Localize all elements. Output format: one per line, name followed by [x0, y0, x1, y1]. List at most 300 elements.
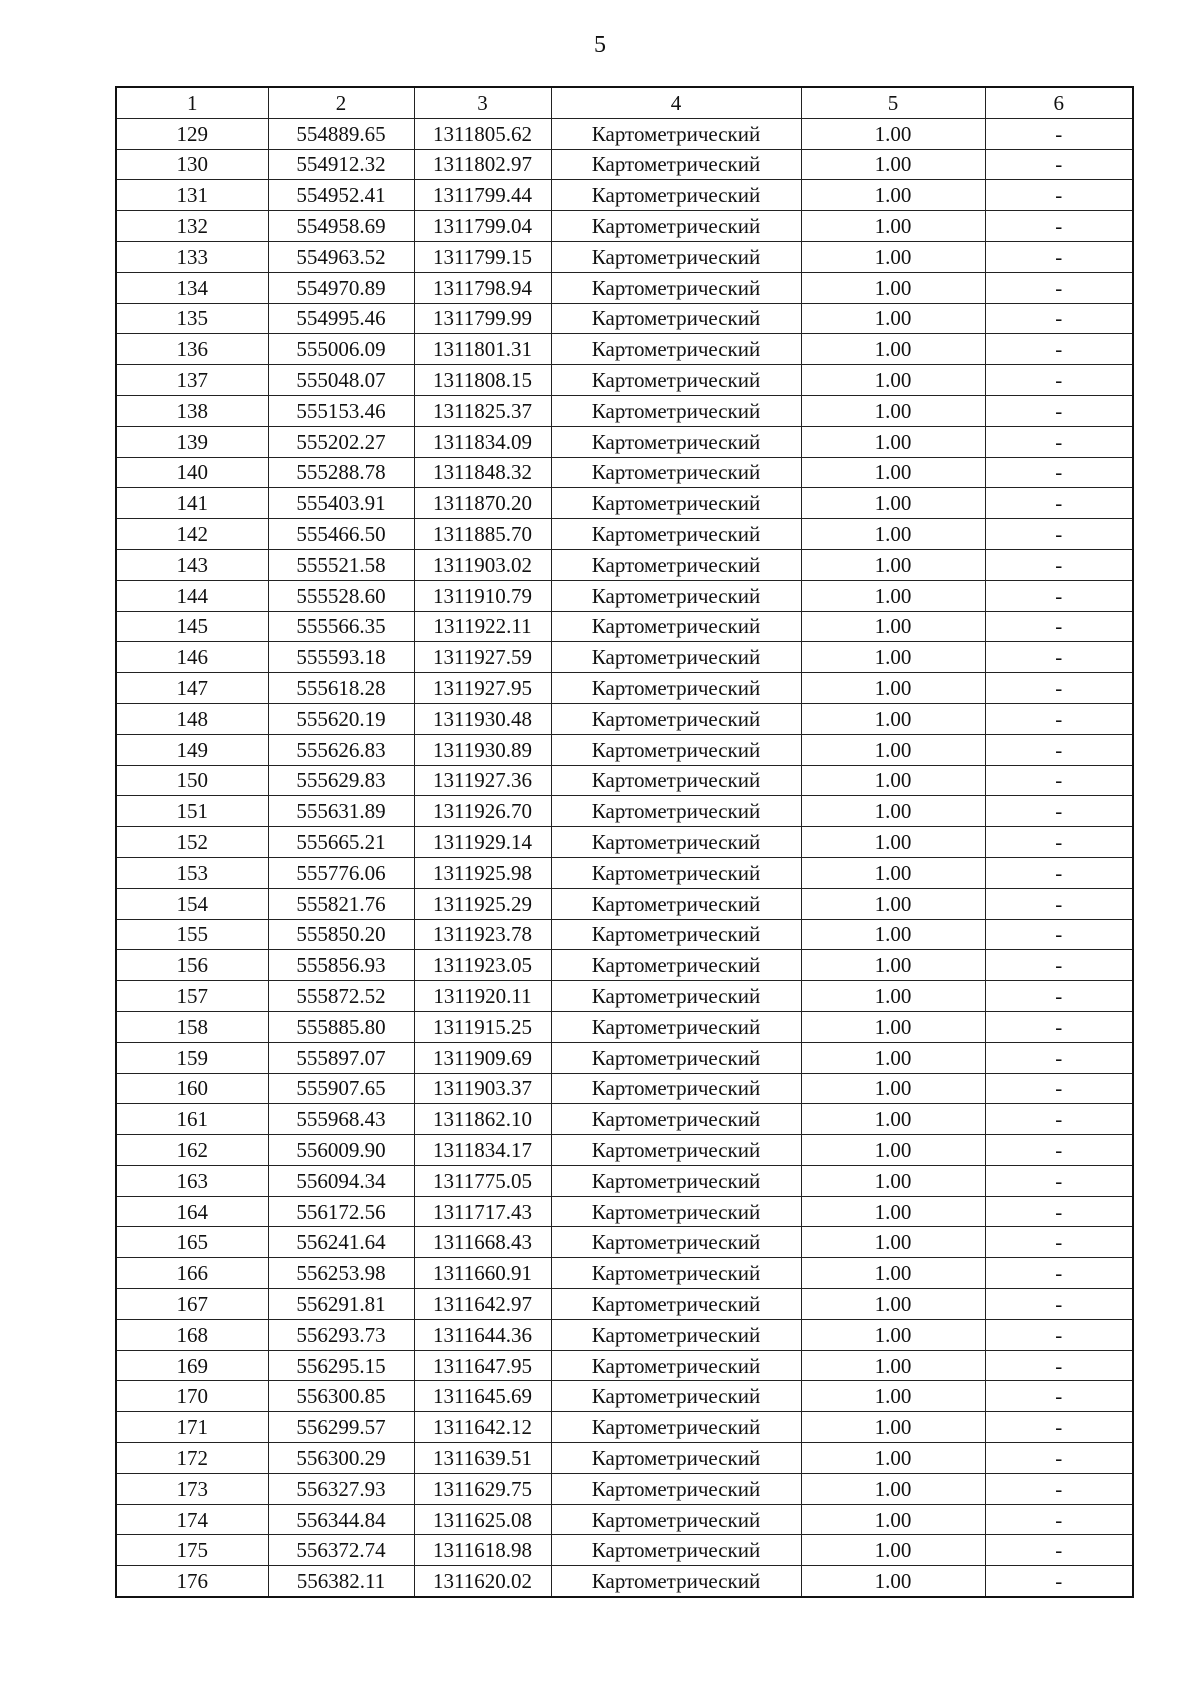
accuracy-cell: 1.00 [801, 118, 985, 149]
method-cell: Картометрический [551, 180, 801, 211]
x-coordinate-cell: 556327.93 [268, 1473, 414, 1504]
point-number-cell: 155 [116, 919, 268, 950]
note-cell: - [985, 457, 1133, 488]
x-coordinate-cell: 555665.21 [268, 827, 414, 858]
x-coordinate-cell: 556009.90 [268, 1135, 414, 1166]
y-coordinate-cell: 1311642.97 [414, 1289, 551, 1320]
x-coordinate-cell: 555153.46 [268, 395, 414, 426]
note-cell: - [985, 426, 1133, 457]
method-cell: Картометрический [551, 765, 801, 796]
accuracy-cell: 1.00 [801, 519, 985, 550]
table-row [116, 1104, 1133, 1135]
note-cell: - [985, 611, 1133, 642]
accuracy-cell: 1.00 [801, 272, 985, 303]
method-cell: Картометрический [551, 395, 801, 426]
table-row [116, 334, 1133, 365]
y-coordinate-cell: 1311903.02 [414, 549, 551, 580]
y-coordinate-cell: 1311903.37 [414, 1073, 551, 1104]
point-number-cell: 141 [116, 488, 268, 519]
y-coordinate-cell: 1311925.98 [414, 857, 551, 888]
point-number-cell: 154 [116, 888, 268, 919]
y-coordinate-cell: 1311799.44 [414, 180, 551, 211]
table-row [116, 1196, 1133, 1227]
note-cell: - [985, 1319, 1133, 1350]
method-cell: Картометрический [551, 1381, 801, 1412]
note-cell: - [985, 1566, 1133, 1597]
accuracy-cell: 1.00 [801, 1566, 985, 1597]
point-number-cell: 142 [116, 519, 268, 550]
table-row [116, 1566, 1133, 1597]
y-coordinate-cell: 1311930.89 [414, 734, 551, 765]
y-coordinate-cell: 1311825.37 [414, 395, 551, 426]
y-coordinate-cell: 1311925.29 [414, 888, 551, 919]
method-cell: Картометрический [551, 888, 801, 919]
x-coordinate-cell: 554995.46 [268, 303, 414, 334]
y-coordinate-cell: 1311625.08 [414, 1504, 551, 1535]
y-coordinate-cell: 1311668.43 [414, 1227, 551, 1258]
x-coordinate-cell: 555968.43 [268, 1104, 414, 1135]
table-row [116, 303, 1133, 334]
table-row [116, 703, 1133, 734]
y-coordinate-cell: 1311805.62 [414, 118, 551, 149]
table-row [116, 272, 1133, 303]
accuracy-cell: 1.00 [801, 1135, 985, 1166]
x-coordinate-cell: 555593.18 [268, 642, 414, 673]
point-number-cell: 153 [116, 857, 268, 888]
table-row [116, 734, 1133, 765]
x-coordinate-cell: 555907.65 [268, 1073, 414, 1104]
x-coordinate-cell: 556293.73 [268, 1319, 414, 1350]
method-cell: Картометрический [551, 1227, 801, 1258]
y-coordinate-cell: 1311647.95 [414, 1350, 551, 1381]
method-cell: Картометрический [551, 857, 801, 888]
note-cell: - [985, 1042, 1133, 1073]
method-cell: Картометрический [551, 703, 801, 734]
y-coordinate-cell: 1311923.78 [414, 919, 551, 950]
table-row [116, 1011, 1133, 1042]
method-cell: Картометрический [551, 1504, 801, 1535]
table-row [116, 211, 1133, 242]
x-coordinate-cell: 555566.35 [268, 611, 414, 642]
table-row [116, 1504, 1133, 1535]
method-cell: Картометрический [551, 149, 801, 180]
x-coordinate-cell: 555618.28 [268, 673, 414, 704]
table-row [116, 981, 1133, 1012]
accuracy-cell: 1.00 [801, 1350, 985, 1381]
note-cell: - [985, 1473, 1133, 1504]
accuracy-cell: 1.00 [801, 1104, 985, 1135]
table-row [116, 118, 1133, 149]
point-number-cell: 175 [116, 1535, 268, 1566]
note-cell: - [985, 211, 1133, 242]
x-coordinate-cell: 556344.84 [268, 1504, 414, 1535]
accuracy-cell: 1.00 [801, 981, 985, 1012]
accuracy-cell: 1.00 [801, 549, 985, 580]
accuracy-cell: 1.00 [801, 1227, 985, 1258]
y-coordinate-cell: 1311920.11 [414, 981, 551, 1012]
note-cell: - [985, 857, 1133, 888]
column-header: 3 [414, 87, 551, 118]
x-coordinate-cell: 554952.41 [268, 180, 414, 211]
table-row [116, 1319, 1133, 1350]
accuracy-cell: 1.00 [801, 1473, 985, 1504]
accuracy-cell: 1.00 [801, 395, 985, 426]
y-coordinate-cell: 1311620.02 [414, 1566, 551, 1597]
point-number-cell: 137 [116, 365, 268, 396]
method-cell: Картометрический [551, 272, 801, 303]
note-cell: - [985, 642, 1133, 673]
column-header: 2 [268, 87, 414, 118]
table-row [116, 611, 1133, 642]
point-number-cell: 138 [116, 395, 268, 426]
x-coordinate-cell: 556300.85 [268, 1381, 414, 1412]
column-header: 1 [116, 87, 268, 118]
note-cell: - [985, 950, 1133, 981]
method-cell: Картометрический [551, 1443, 801, 1474]
column-header: 4 [551, 87, 801, 118]
note-cell: - [985, 1104, 1133, 1135]
coordinates-table [115, 86, 1134, 1598]
note-cell: - [985, 580, 1133, 611]
table-row [116, 642, 1133, 673]
table-row [116, 950, 1133, 981]
table-row [116, 580, 1133, 611]
table-row [116, 1289, 1133, 1320]
point-number-cell: 151 [116, 796, 268, 827]
y-coordinate-cell: 1311802.97 [414, 149, 551, 180]
point-number-cell: 145 [116, 611, 268, 642]
point-number-cell: 161 [116, 1104, 268, 1135]
accuracy-cell: 1.00 [801, 1011, 985, 1042]
x-coordinate-cell: 554889.65 [268, 118, 414, 149]
accuracy-cell: 1.00 [801, 365, 985, 396]
x-coordinate-cell: 556291.81 [268, 1289, 414, 1320]
point-number-cell: 143 [116, 549, 268, 580]
y-coordinate-cell: 1311834.09 [414, 426, 551, 457]
y-coordinate-cell: 1311639.51 [414, 1443, 551, 1474]
point-number-cell: 176 [116, 1566, 268, 1597]
table-header-row [116, 87, 1133, 118]
note-cell: - [985, 1289, 1133, 1320]
y-coordinate-cell: 1311923.05 [414, 950, 551, 981]
x-coordinate-cell: 554958.69 [268, 211, 414, 242]
note-cell: - [985, 1412, 1133, 1443]
x-coordinate-cell: 555631.89 [268, 796, 414, 827]
note-cell: - [985, 549, 1133, 580]
method-cell: Картометрический [551, 365, 801, 396]
x-coordinate-cell: 555872.52 [268, 981, 414, 1012]
y-coordinate-cell: 1311922.11 [414, 611, 551, 642]
y-coordinate-cell: 1311870.20 [414, 488, 551, 519]
note-cell: - [985, 519, 1133, 550]
x-coordinate-cell: 554963.52 [268, 241, 414, 272]
point-number-cell: 150 [116, 765, 268, 796]
method-cell: Картометрический [551, 611, 801, 642]
x-coordinate-cell: 556372.74 [268, 1535, 414, 1566]
note-cell: - [985, 703, 1133, 734]
note-cell: - [985, 734, 1133, 765]
table-row [116, 180, 1133, 211]
x-coordinate-cell: 556382.11 [268, 1566, 414, 1597]
x-coordinate-cell: 555202.27 [268, 426, 414, 457]
method-cell: Картометрический [551, 1104, 801, 1135]
method-cell: Картометрический [551, 642, 801, 673]
x-coordinate-cell: 555048.07 [268, 365, 414, 396]
point-number-cell: 140 [116, 457, 268, 488]
x-coordinate-cell: 556241.64 [268, 1227, 414, 1258]
method-cell: Картометрический [551, 1073, 801, 1104]
accuracy-cell: 1.00 [801, 1042, 985, 1073]
method-cell: Картометрический [551, 426, 801, 457]
accuracy-cell: 1.00 [801, 580, 985, 611]
method-cell: Картометрический [551, 303, 801, 334]
y-coordinate-cell: 1311929.14 [414, 827, 551, 858]
note-cell: - [985, 149, 1133, 180]
point-number-cell: 158 [116, 1011, 268, 1042]
note-cell: - [985, 180, 1133, 211]
x-coordinate-cell: 555626.83 [268, 734, 414, 765]
x-coordinate-cell: 555776.06 [268, 857, 414, 888]
accuracy-cell: 1.00 [801, 334, 985, 365]
method-cell: Картометрический [551, 457, 801, 488]
accuracy-cell: 1.00 [801, 611, 985, 642]
method-cell: Картометрический [551, 981, 801, 1012]
method-cell: Картометрический [551, 950, 801, 981]
y-coordinate-cell: 1311799.99 [414, 303, 551, 334]
accuracy-cell: 1.00 [801, 888, 985, 919]
point-number-cell: 166 [116, 1258, 268, 1289]
x-coordinate-cell: 555521.58 [268, 549, 414, 580]
y-coordinate-cell: 1311642.12 [414, 1412, 551, 1443]
y-coordinate-cell: 1311927.59 [414, 642, 551, 673]
point-number-cell: 132 [116, 211, 268, 242]
accuracy-cell: 1.00 [801, 827, 985, 858]
y-coordinate-cell: 1311915.25 [414, 1011, 551, 1042]
method-cell: Картометрический [551, 1165, 801, 1196]
table-row [116, 488, 1133, 519]
point-number-cell: 157 [116, 981, 268, 1012]
method-cell: Картометрический [551, 580, 801, 611]
note-cell: - [985, 796, 1133, 827]
table-row [116, 1227, 1133, 1258]
table-row [116, 796, 1133, 827]
method-cell: Картометрический [551, 1042, 801, 1073]
accuracy-cell: 1.00 [801, 1073, 985, 1104]
note-cell: - [985, 241, 1133, 272]
point-number-cell: 135 [116, 303, 268, 334]
y-coordinate-cell: 1311717.43 [414, 1196, 551, 1227]
y-coordinate-cell: 1311885.70 [414, 519, 551, 550]
point-number-cell: 134 [116, 272, 268, 303]
column-header: 6 [985, 87, 1133, 118]
method-cell: Картометрический [551, 1350, 801, 1381]
method-cell: Картометрический [551, 1011, 801, 1042]
accuracy-cell: 1.00 [801, 950, 985, 981]
accuracy-cell: 1.00 [801, 1443, 985, 1474]
point-number-cell: 152 [116, 827, 268, 858]
accuracy-cell: 1.00 [801, 211, 985, 242]
page-number: 5 [594, 32, 606, 58]
point-number-cell: 149 [116, 734, 268, 765]
table-row [116, 426, 1133, 457]
table-row [116, 1258, 1133, 1289]
note-cell: - [985, 1258, 1133, 1289]
table-row [116, 1412, 1133, 1443]
note-cell: - [985, 1443, 1133, 1474]
accuracy-cell: 1.00 [801, 1258, 985, 1289]
y-coordinate-cell: 1311660.91 [414, 1258, 551, 1289]
point-number-cell: 165 [116, 1227, 268, 1258]
method-cell: Картометрический [551, 1412, 801, 1443]
y-coordinate-cell: 1311799.15 [414, 241, 551, 272]
note-cell: - [985, 888, 1133, 919]
table-row [116, 765, 1133, 796]
table-row [116, 1165, 1133, 1196]
accuracy-cell: 1.00 [801, 673, 985, 704]
accuracy-cell: 1.00 [801, 1196, 985, 1227]
note-cell: - [985, 1350, 1133, 1381]
table-row [116, 1073, 1133, 1104]
y-coordinate-cell: 1311629.75 [414, 1473, 551, 1504]
accuracy-cell: 1.00 [801, 303, 985, 334]
x-coordinate-cell: 555403.91 [268, 488, 414, 519]
note-cell: - [985, 488, 1133, 519]
table-row [116, 1535, 1133, 1566]
accuracy-cell: 1.00 [801, 1319, 985, 1350]
x-coordinate-cell: 556300.29 [268, 1443, 414, 1474]
point-number-cell: 131 [116, 180, 268, 211]
note-cell: - [985, 1381, 1133, 1412]
x-coordinate-cell: 555821.76 [268, 888, 414, 919]
point-number-cell: 162 [116, 1135, 268, 1166]
point-number-cell: 146 [116, 642, 268, 673]
method-cell: Картометрический [551, 488, 801, 519]
table-row [116, 1381, 1133, 1412]
table-row [116, 549, 1133, 580]
y-coordinate-cell: 1311801.31 [414, 334, 551, 365]
point-number-cell: 168 [116, 1319, 268, 1350]
point-number-cell: 174 [116, 1504, 268, 1535]
x-coordinate-cell: 555897.07 [268, 1042, 414, 1073]
point-number-cell: 172 [116, 1443, 268, 1474]
point-number-cell: 147 [116, 673, 268, 704]
method-cell: Картометрический [551, 1135, 801, 1166]
method-cell: Картометрический [551, 796, 801, 827]
accuracy-cell: 1.00 [801, 1412, 985, 1443]
x-coordinate-cell: 554912.32 [268, 149, 414, 180]
note-cell: - [985, 827, 1133, 858]
table-row [116, 1350, 1133, 1381]
method-cell: Картометрический [551, 1289, 801, 1320]
y-coordinate-cell: 1311645.69 [414, 1381, 551, 1412]
x-coordinate-cell: 556253.98 [268, 1258, 414, 1289]
table-row [116, 1042, 1133, 1073]
point-number-cell: 160 [116, 1073, 268, 1104]
method-cell: Картометрический [551, 1473, 801, 1504]
accuracy-cell: 1.00 [801, 857, 985, 888]
y-coordinate-cell: 1311798.94 [414, 272, 551, 303]
y-coordinate-cell: 1311910.79 [414, 580, 551, 611]
point-number-cell: 171 [116, 1412, 268, 1443]
y-coordinate-cell: 1311930.48 [414, 703, 551, 734]
note-cell: - [985, 1196, 1133, 1227]
x-coordinate-cell: 556295.15 [268, 1350, 414, 1381]
point-number-cell: 133 [116, 241, 268, 272]
note-cell: - [985, 272, 1133, 303]
note-cell: - [985, 981, 1133, 1012]
note-cell: - [985, 303, 1133, 334]
x-coordinate-cell: 555006.09 [268, 334, 414, 365]
table-row [116, 1443, 1133, 1474]
method-cell: Картометрический [551, 241, 801, 272]
note-cell: - [985, 673, 1133, 704]
y-coordinate-cell: 1311927.95 [414, 673, 551, 704]
point-number-cell: 164 [116, 1196, 268, 1227]
y-coordinate-cell: 1311909.69 [414, 1042, 551, 1073]
accuracy-cell: 1.00 [801, 1165, 985, 1196]
note-cell: - [985, 365, 1133, 396]
y-coordinate-cell: 1311808.15 [414, 365, 551, 396]
accuracy-cell: 1.00 [801, 149, 985, 180]
accuracy-cell: 1.00 [801, 426, 985, 457]
point-number-cell: 156 [116, 950, 268, 981]
table-row [116, 919, 1133, 950]
point-number-cell: 130 [116, 149, 268, 180]
method-cell: Картометрический [551, 211, 801, 242]
y-coordinate-cell: 1311834.17 [414, 1135, 551, 1166]
table-row [116, 1135, 1133, 1166]
x-coordinate-cell: 555850.20 [268, 919, 414, 950]
point-number-cell: 170 [116, 1381, 268, 1412]
table-row [116, 1473, 1133, 1504]
method-cell: Картометрический [551, 734, 801, 765]
point-number-cell: 169 [116, 1350, 268, 1381]
point-number-cell: 144 [116, 580, 268, 611]
y-coordinate-cell: 1311799.04 [414, 211, 551, 242]
table-row [116, 519, 1133, 550]
method-cell: Картометрический [551, 827, 801, 858]
method-cell: Картометрический [551, 1196, 801, 1227]
note-cell: - [985, 1504, 1133, 1535]
note-cell: - [985, 919, 1133, 950]
note-cell: - [985, 1227, 1133, 1258]
table-row [116, 149, 1133, 180]
point-number-cell: 136 [116, 334, 268, 365]
accuracy-cell: 1.00 [801, 1504, 985, 1535]
accuracy-cell: 1.00 [801, 734, 985, 765]
method-cell: Картометрический [551, 118, 801, 149]
point-number-cell: 163 [116, 1165, 268, 1196]
x-coordinate-cell: 555885.80 [268, 1011, 414, 1042]
method-cell: Картометрический [551, 1535, 801, 1566]
note-cell: - [985, 334, 1133, 365]
accuracy-cell: 1.00 [801, 1289, 985, 1320]
note-cell: - [985, 1073, 1133, 1104]
x-coordinate-cell: 555856.93 [268, 950, 414, 981]
method-cell: Картометрический [551, 1258, 801, 1289]
method-cell: Картометрический [551, 1319, 801, 1350]
note-cell: - [985, 1135, 1133, 1166]
method-cell: Картометрический [551, 919, 801, 950]
y-coordinate-cell: 1311848.32 [414, 457, 551, 488]
x-coordinate-cell: 556094.34 [268, 1165, 414, 1196]
accuracy-cell: 1.00 [801, 457, 985, 488]
method-cell: Картометрический [551, 549, 801, 580]
point-number-cell: 159 [116, 1042, 268, 1073]
table-row [116, 241, 1133, 272]
column-header: 5 [801, 87, 985, 118]
accuracy-cell: 1.00 [801, 765, 985, 796]
